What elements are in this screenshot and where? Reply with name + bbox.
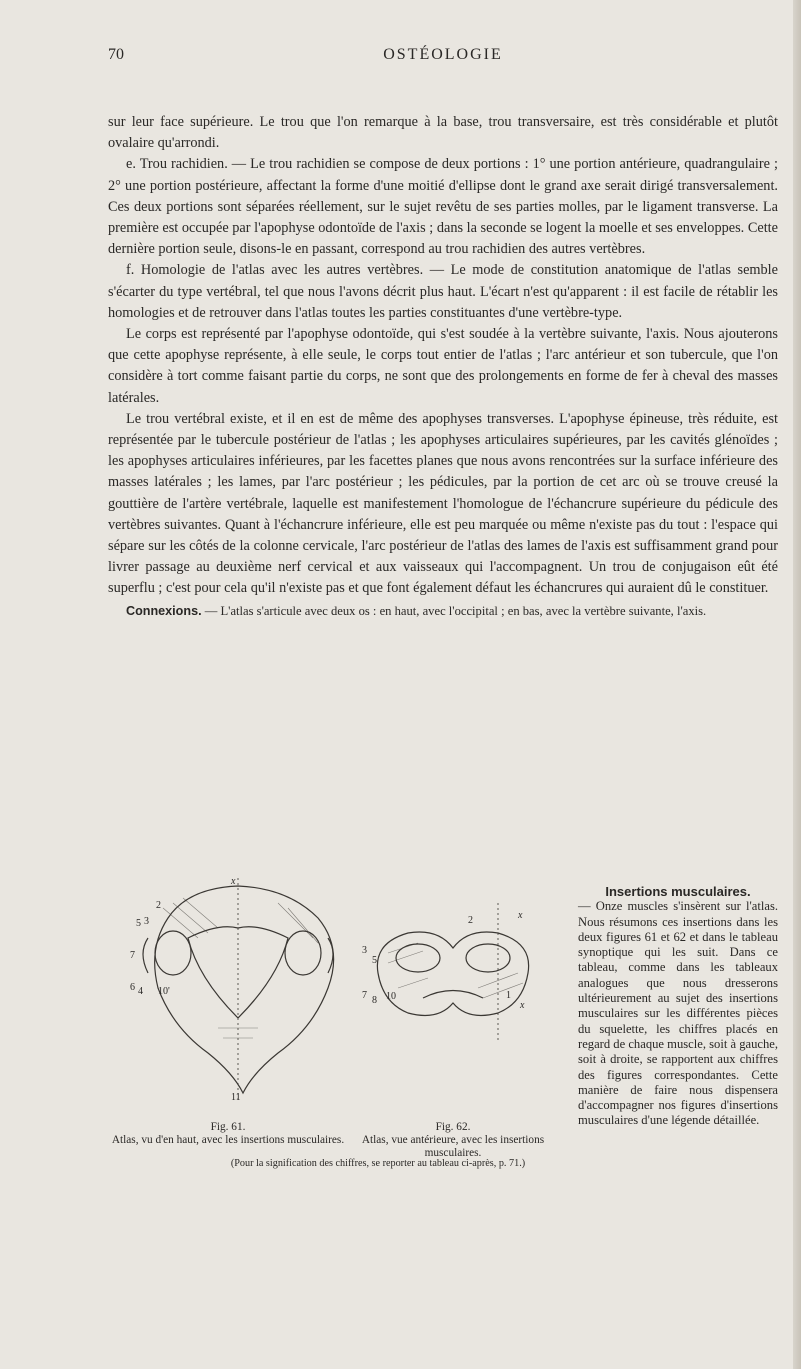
paragraph: Le corps est représenté par l'apophyse odontoïde, qui s'est soudée à la vertèbre suivante, l'axis. Nous ajouterons que cette apophyse représente, à elle seule, le corps tout entier de l'atlas ; l'arc antérieur et son tubercule, que l'on considère à tort comme faisant partie du corps, ne sont que des prolongements en forme de fer à cheval des masses latérales.: [108, 326, 778, 406]
body-text: [108, 112, 778, 619]
figure-note: (Pour la signification des chiffres, se reporter au tableau ci-après, p. 71.): [230, 1158, 526, 1169]
paragraph: Le trou vertébral existe, et il en est de même des apophyses transverses. L'apophyse épineuse, très réduite, est représentée par le tubercule postérieur de l'atlas ; les apophyses articulaires supérieures, par les cavités glénoïdes ; les apophyses articulaires inférieures, par les facettes planes que nous avons rencontrées sur la surface inférieure des masses latérales ; les lames, par l'arc postérieur ; les pédicules, par la portion de cet arc où se trouve creusé la gouttière de l'artère vertébrale, laquelle est manifestement l'homologue de l'échancrure supérieure du pédicule des vertèbres suivantes. Quant à l'échancrure inférieure, elle est peu marquée ou même n'existe pas du tout : l'espace qui sépare sur les côtés de la colonne cervicale, l'arc postérieur de l'atlas des lames de l'axis est suffisamment grand pour livrer passage au deuxième nerf cervical et aux vaisseaux qui l'accompagnent. Un trou de conjugaison eût été superflu ; c'est pour cela qu'il n'existe pas et que font également défaut les échancrures qui auraient dû le constituer.: [108, 410, 778, 597]
connexions-text: — L'atlas s'articule avec deux os : en haut, avec l'occipital ; en bas, avec la vertèbre suivante, l'axis.: [204, 603, 707, 618]
fig61-label: 10': [158, 986, 170, 997]
fig62-label: x: [520, 1000, 525, 1011]
page-number: 70: [108, 46, 124, 63]
figure-62-caption: [358, 1121, 548, 1160]
connexions: [108, 604, 778, 620]
fig61-label: 11: [231, 1092, 241, 1103]
figure-62-atlas-front-view: [358, 903, 548, 1058]
fig62-label: 5: [372, 955, 377, 966]
fig62-label: x: [518, 910, 523, 921]
fig61-label: 2: [156, 900, 161, 911]
figure-61-atlas-top-view: [128, 878, 348, 1108]
fig62-label: 2: [468, 915, 473, 926]
figure-61-caption: [108, 1121, 348, 1147]
figure-62-number: Fig. 62.: [435, 1121, 471, 1133]
insertions-sidebar: [578, 884, 778, 1129]
insertions-heading: Insertions musculaires.: [605, 884, 751, 899]
paragraph: e. Trou rachidien. — Le trou rachidien se compose de deux portions : 1° une portion antérieure, quadrangulaire ; 2° une portion postérieure, affectant la forme d'une moitié d'ellipse dont le grand axe serait dirigé transversalement. Ces deux portions sont séparées réellement, sur le sujet revêtu de ses parties molles, par le ligament transverse. La première est occupée par l'apophyse odontoïde de l'axis ; dans la seconde se logent la moelle et ses enveloppes. Cette dernière portion seule, disons-le en passant, correspond au trou rachidien des autres vertèbres.: [108, 156, 778, 258]
paragraph: sur leur face supérieure. Le trou que l'on remarque à la base, trou transversaire, est très considérable et plutôt ovalaire qu'arrondi.: [108, 114, 778, 152]
running-head: [108, 46, 778, 72]
fig62-label: 10: [386, 991, 396, 1002]
fig61-label: 3: [144, 916, 149, 927]
fig62-label: 8: [372, 995, 377, 1006]
fig61-label: 5: [136, 918, 141, 929]
figure-61-text: Atlas, vu d'en haut, avec les insertions musculaires.: [111, 1134, 345, 1146]
fig61-label: 7: [130, 950, 135, 961]
page-edge: [793, 0, 801, 1369]
fig62-label: 1: [506, 990, 511, 1001]
fig61-label: 6: [130, 982, 135, 993]
fig61-label: 4: [138, 986, 143, 997]
insertions-text: — Onze muscles s'insèrent sur l'atlas. Nous résumons ces insertions dans les deux figures 61 et 62 et dans le tableau synoptique qui les suit. Dans ce tableau, comme dans les tableaux analogues que nous dresserons ultérieurement au sujet des insertions musculaires sur les différentes pièces du squelette, les chiffres placés en regard de chaque muscle, soit à gauche, soit à droite, se rapportent aux chiffres des figures correspondantes. Cette manière de faire nous dispensera d'accompagner nos figures d'insertions musculaires d'une légende détaillée.: [578, 899, 779, 1128]
figures-block: [108, 858, 778, 1208]
fig62-label: 3: [362, 945, 367, 956]
fig62-label: 7: [362, 990, 367, 1001]
paragraph: f. Homologie de l'atlas avec les autres vertèbres. — Le mode de constitution anatomique de l'atlas semble s'écarter du type vertébral, tel que nous l'avons décrit plus haut. L'écart n'est qu'apparent : il est facile de rétablir les homologies et de retrouver dans l'atlas toutes les parties constituantes d'une vertèbre-type.: [108, 262, 778, 321]
fig61-label: x: [231, 878, 236, 887]
figure-62-text: Atlas, vue antérieure, avec les insertions musculaires.: [361, 1134, 545, 1159]
connexions-heading: Connexions.: [126, 603, 202, 618]
running-title: OSTÉOLOGIE: [383, 46, 503, 63]
figure-61-number: Fig. 61.: [210, 1121, 246, 1133]
